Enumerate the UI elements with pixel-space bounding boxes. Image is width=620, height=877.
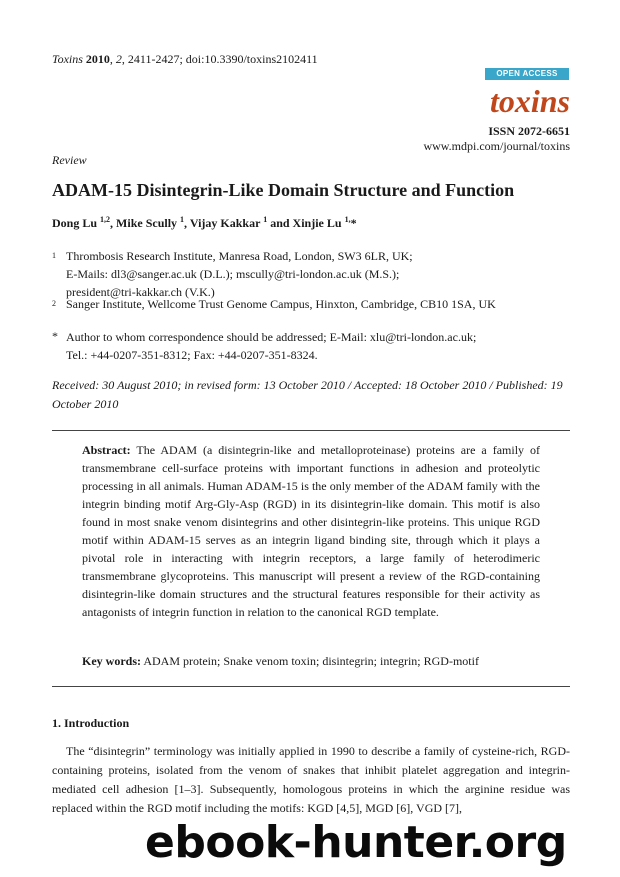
abstract-label: Abstract: (82, 443, 131, 457)
keywords (82, 652, 540, 670)
correspondence-line: Author to whom correspondence should be addressed; E-Mail: xlu@tri-london.ac.uk; (66, 330, 477, 344)
open-access-badge: OPEN ACCESS (485, 68, 569, 80)
author-name: Dong Lu (52, 216, 98, 230)
journal-name: Toxins (52, 52, 83, 66)
affiliation-line: Thrombosis Research Institute, Manresa Road, London, SW3 6LR, UK; (66, 249, 413, 263)
affiliation-number: 2 (52, 299, 56, 308)
affiliation-line: E-Mails: dl3@sanger.ac.uk (D.L.); mscully@tri-london.ac.uk (M.S.); (66, 267, 400, 281)
correspondence-mark: * (52, 329, 58, 343)
corresponding-mark: * (350, 216, 357, 230)
volume: 2 (115, 52, 122, 66)
abstract (82, 441, 540, 621)
author-name: Vijay Kakkar (189, 216, 261, 230)
correspondence-line: Tel.: +44-0207-351-8312; Fax: +44-0207-351-8324. (66, 348, 318, 362)
affiliation-line: president@tri-kakkar.ch (V.K.) (66, 285, 215, 299)
article-title: ADAM-15 Disintegrin-Like Domain Structure and Function (52, 180, 515, 200)
keywords-label: Key words: (82, 654, 141, 668)
author-name: Mike Scully (116, 216, 178, 230)
affiliation-text (66, 295, 570, 313)
author-affiliation-mark: 1 (263, 215, 268, 224)
abstract-text: The ADAM (a disintegrin-like and metalloproteinase) proteins are a family of transmembrane cell-surface proteins with important functions in adhesion and proteolytic processing in all animals. Human ADAM-15 is the only member of the ADAM family with the integrin binding motif Arg-Gly-Asp (RGD) in its disintegrin-like domain. This motif is also found in most snake venom disintegrins and other disintegrin-like proteins. This unique RGD motif within ADAM-15 serves as an integrin ligand binding site, through which it plays a pivotal role in interacting with integrin receptors, a large family of heterodimeric transmembrane glycoproteins. This manuscript will present a review of the RGD-containing disintegrin-like domain structures and the structural features responsible for their activity as antagonists of integrin function in relation to the canonical RGD template. (82, 443, 540, 619)
intro-paragraph: The “disintegrin” terminology was initially applied in 1990 to describe a family of cysteine-rich, RGD-containing proteins, isolated from the venom of snakes that inhibit platelet aggregation and integrin-mediated cell adhesion [1–3]. Subsequently, homologous proteins in which the arginine residue was replaced within the RGD motif including the motifs: KGD [4,5], MGD [6], VGD [7], (52, 744, 570, 815)
journal-url[interactable]: www.mdpi.com/journal/toxins (423, 139, 570, 153)
article-type: Review (52, 153, 87, 167)
abstract-top-rule (52, 430, 570, 431)
correspondence-text (66, 328, 570, 364)
publication-dates: Received: 30 August 2010; in revised form: 13 October 2010 / Accepted: 18 October 2010 / Published: 19 October 2010 (52, 378, 563, 411)
author-name: Xinjie Lu (292, 216, 342, 230)
citation-line: Toxins 2010, 2, 2411-2427; doi:10.3390/toxins2102411 (52, 52, 318, 66)
issn: ISSN 2072-6651 (488, 124, 570, 138)
pages-doi: , 2411-2427; doi:10.3390/toxins2102411 (121, 52, 318, 66)
abstract-bottom-rule (52, 686, 570, 687)
author-list: Dong Lu $^{1,2}$, Mike Scully $^1$, Vijay Kakkar $^1$ and Xinjie Lu $^{1,}$* (52, 215, 357, 230)
year: 2010 (85, 52, 110, 66)
keywords-text: ADAM protein; Snake venom toxin; disintegrin; integrin; RGD-motif (141, 654, 479, 668)
affiliation-number: 1 (52, 251, 56, 260)
author-affiliation-mark: 1, (344, 215, 351, 224)
watermark: ebook-hunter.org (145, 817, 567, 868)
section-heading: 1. Introduction (52, 716, 130, 730)
affiliation-line: Sanger Institute, Wellcome Trust Genome Campus, Hinxton, Cambridge, CB10 1SA, UK (66, 297, 496, 311)
author-affiliation-mark: 1 (180, 215, 185, 224)
affiliation-text (66, 247, 570, 301)
journal-logo: toxins (489, 83, 570, 119)
author-affiliation-mark: 1,2 (100, 215, 111, 224)
